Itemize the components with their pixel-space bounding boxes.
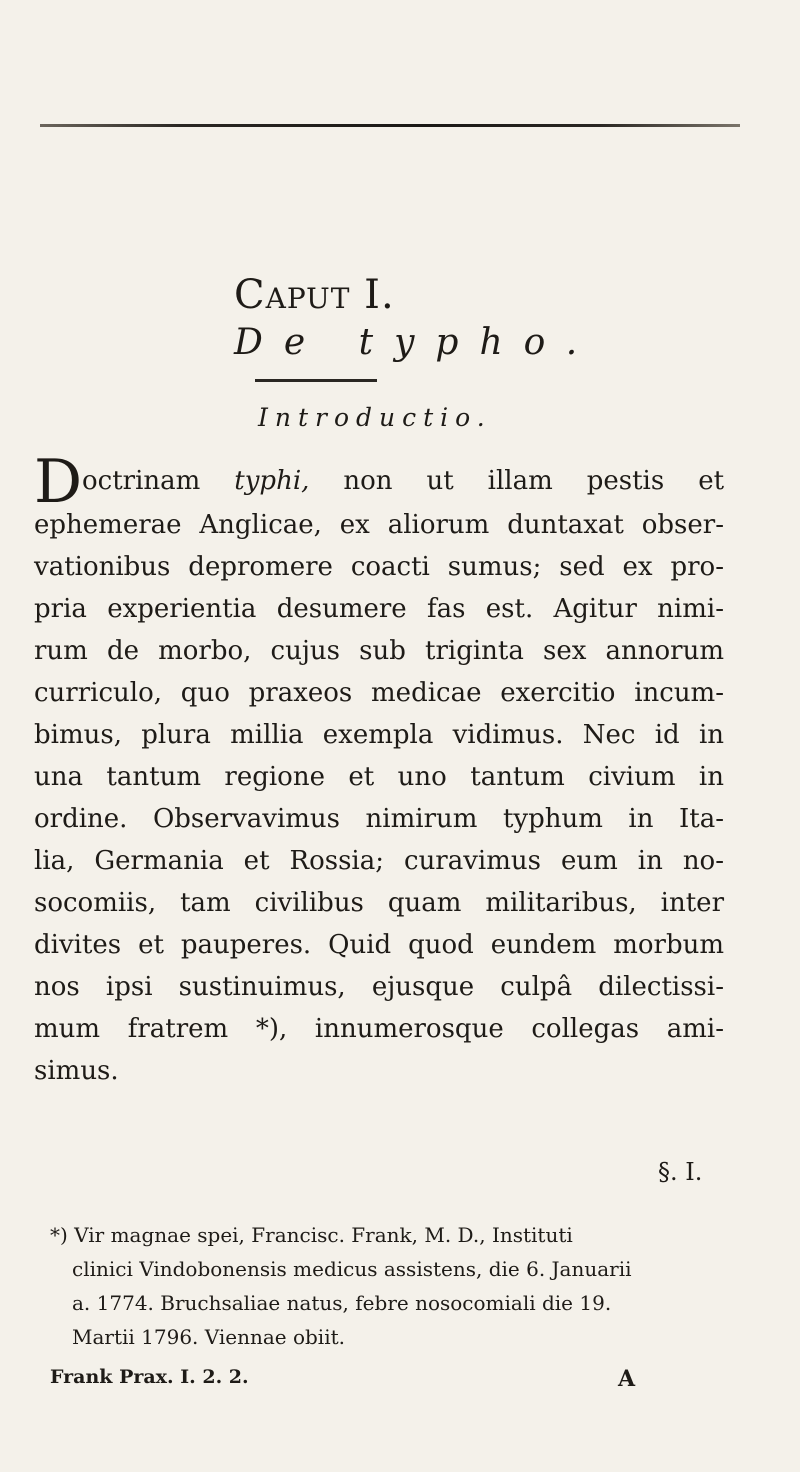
italic-term: typhi, — [234, 466, 310, 496]
chapter-heading: Caput I. — [234, 272, 395, 318]
text-fragment: octrinam — [82, 466, 201, 496]
footnote-line: *) Vir magnae spei, Francisc. Frank, M. D., Instituti — [50, 1223, 573, 1247]
text-fragment: non ut illam pestis et — [343, 466, 725, 496]
text-line: rum de morbo, cujus sub triginta sex annorum — [34, 636, 724, 666]
text-line: mum fratrem *), innumerosque collegas ami- — [34, 1014, 724, 1044]
gathering-mark: A — [618, 1366, 636, 1392]
text-line: simus. — [34, 1056, 119, 1086]
text-line: curriculo, quo praxeos medicae exercitio incum- — [34, 678, 724, 708]
footnote-line: Martii 1796. Viennae obiit. — [72, 1325, 345, 1349]
printer-signature: Frank Prax. I. 2. 2. — [50, 1366, 249, 1388]
text-line: pria experientia desumere fas est. Agitur nimi- — [34, 594, 724, 624]
text-line: lia, Germania et Rossia; curavimus eum in no- — [34, 846, 724, 876]
chapter-subtitle: De typho. — [234, 322, 599, 363]
footnote-line: clinici Vindobonensis medicus assistens, die 6. Januarii — [72, 1257, 632, 1281]
text-line: bimus, plura millia exempla vidimus. Nec id in — [34, 720, 724, 750]
text-line: ordine. Observavimus nimirum typhum in Ita- — [34, 804, 724, 834]
footnote-line: a. 1774. Bruchsaliae natus, febre nosocomiali die 19. — [72, 1291, 612, 1315]
text-line — [82, 466, 724, 496]
text-line: una tantum regione et uno tantum civium in — [34, 762, 724, 792]
text-line: divites et pauperes. Quid quod eundem morbum — [34, 930, 724, 960]
top-rule — [40, 124, 740, 127]
text-line: nos ipsi sustinuimus, ejusque culpâ dilectissi- — [34, 972, 724, 1002]
text-line: ephemerae Anglicae, ex aliorum duntaxat obser- — [34, 510, 724, 540]
drop-cap: D — [34, 447, 83, 517]
text-line: socomiis, tam civilibus quam militaribus, inter — [34, 888, 724, 918]
section-heading: Introductio. — [258, 403, 492, 432]
next-section-mark: §. I. — [658, 1158, 703, 1186]
text-line: vationibus depromere coacti sumus; sed ex pro- — [34, 552, 724, 582]
section-divider — [255, 379, 377, 382]
